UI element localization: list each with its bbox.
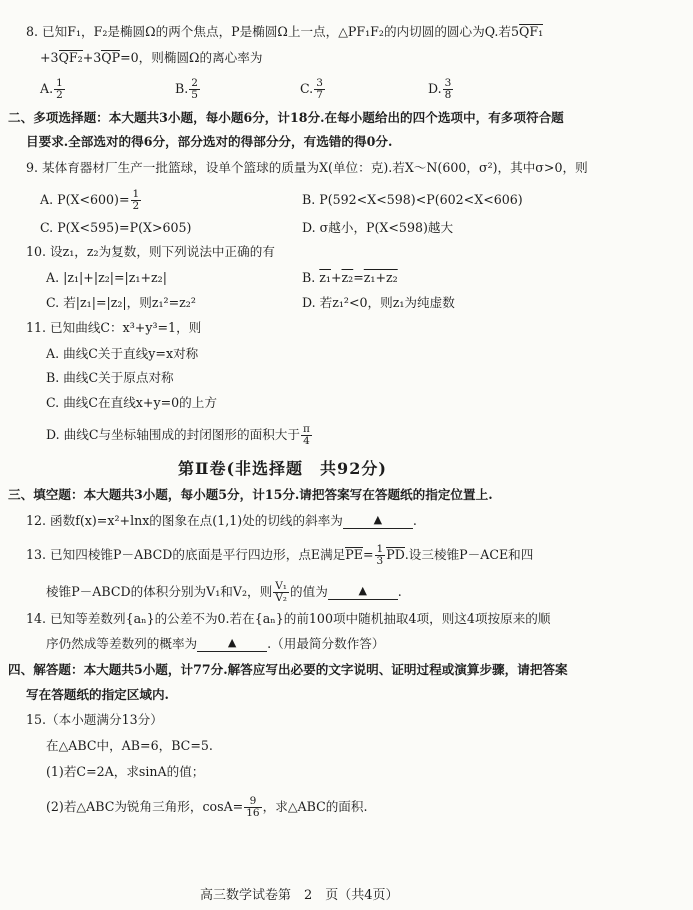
vector-qf1: QF₁	[519, 24, 544, 39]
q10-option-a: A. |z₁|+|z₂|=|z₁+z₂|	[46, 270, 167, 285]
vector-pd: PD	[386, 547, 405, 562]
q10-option-c: C. 若|z₁|=|z₂|，则z₁²=z₂²	[46, 295, 196, 310]
section2-instructions-line1: 二、多项选择题：本大题共3小题，每小题6分，计18分.在每小题给出的四个选项中，有多项符合题	[8, 110, 564, 125]
q11-stem: 11. 已知曲线C：x³+y³=1，则	[26, 320, 202, 335]
q15-part2: (2)若△ABC为锐角三角形，cosA= $\frac{9}{16}$ ，求△ABC的面积.	[46, 795, 368, 819]
q9-option-c: C. P(X<595)=P(X>605)	[40, 220, 192, 235]
triangle-icon: ▲	[227, 636, 237, 649]
section4-instructions-line1: 四、解答题：本大题共5小题，计77分.解答应写出必要的文字说明、证明过程或演算步骤，请把答案	[8, 662, 568, 677]
q11-option-a: A. 曲线C关于直线y=x对称	[46, 346, 199, 361]
q9-option-d: D. σ越小，P(X<598)越大	[302, 220, 454, 235]
triangle-icon: ▲	[358, 584, 368, 597]
q10-option-d: D. 若z₁²<0，则z₁为纯虚数	[302, 295, 455, 310]
q10-stem: 10. 设z₁，z₂为复数，则下列说法中正确的有	[26, 244, 275, 259]
q8-option-d: D. $\frac{3}{8}$	[428, 77, 452, 101]
q15-given: 在△ABC中，AB=6，BC=5.	[46, 738, 213, 753]
q14-answer-blank	[197, 634, 267, 652]
q13-answer-blank	[328, 582, 398, 600]
q13-stem-line2: 棱锥P－ABCD的体积分别为V₁和V₂，则 $\frac{\text{V₁}}{\text{V₂}}$ 的值为 ▲ .	[46, 580, 402, 604]
q11-option-b: B. 曲线C关于原点对称	[46, 370, 174, 385]
q9-stem: 9. 某体育器材厂生产一批篮球，设单个篮球的质量为X(单位：克).若X～N(600，σ²)，其中σ>0，则	[26, 160, 588, 175]
q9-option-a: A. P(X<600)= $\frac{1}{2}$	[40, 188, 140, 212]
q11-option-d: D. 曲线C与坐标轴围成的封闭图形的面积大于 $\frac{\pi}{4}$	[46, 423, 310, 447]
section3-instructions: 三、填空题：本大题共3小题，每小题5分，计15分.请把答案写在答题纸的指定位置上.	[8, 487, 493, 502]
page-footer: 高三数学试卷第 2 页（共4页）	[200, 888, 399, 903]
q13-stem-line1: 13. 已知四棱锥P－ABCD的底面是平行四边形，点E满足PE= $\frac{1}{3}$ PD.设三棱锥P－ACE和四	[26, 543, 534, 567]
vector-qf2: QF₂	[58, 50, 83, 65]
q11-option-c: C. 曲线C在直线x+y=0的上方	[46, 395, 217, 410]
section4-instructions-line2: 写在答题纸的指定区域内.	[26, 687, 169, 702]
q14-stem-line1: 14. 已知等差数列{aₙ}的公差不为0.若在{aₙ}的前100项中随机抽取4项，则这4项按原来的顺	[26, 611, 551, 626]
q8-option-a: A. $\frac{1}{2}$	[40, 77, 63, 101]
q12-answer-blank	[343, 511, 413, 529]
section2-instructions-line2: 目要求.全部选对的得6分，部分选对的得部分分，有选错的得0分.	[26, 134, 393, 149]
vector-qp: QP	[101, 50, 121, 65]
q9-option-b: B. P(592<X<598)<P(602<X<606)	[302, 192, 523, 207]
q14-stem-line2: 序仍然成等差数列的概率为 ▲ .（用最简分数作答）	[46, 636, 385, 651]
q10-option-b: B. z₁+z₂=z₁+z₂	[302, 270, 398, 285]
vector-pe: PE	[345, 547, 363, 562]
triangle-icon: ▲	[373, 513, 383, 526]
q8-option-c: C. $\frac{3}{7}$	[300, 77, 323, 101]
q15-header: 15.（本小题满分13分）	[26, 712, 163, 727]
q8-option-b: B. $\frac{2}{5}$	[175, 77, 198, 101]
q8-stem-line2: +3QF₂+3QP=0，则椭圆Ω的离心率为	[40, 50, 263, 65]
q12-stem: 12. 函数f(x)=x²+lnx的图象在点(1,1)处的切线的斜率为 ▲ .	[26, 513, 417, 528]
part2-title: 第Ⅱ卷(非选择题 共92分)	[178, 459, 387, 478]
q8-stem-line1: 8. 已知F₁，F₂是椭圆Ω的两个焦点，P是椭圆Ω上一点，△PF₁F₂的内切圆的圆心为Q.若5QF₁	[26, 24, 544, 39]
q15-part1: (1)若C=2A，求sinA的值；	[46, 764, 205, 779]
